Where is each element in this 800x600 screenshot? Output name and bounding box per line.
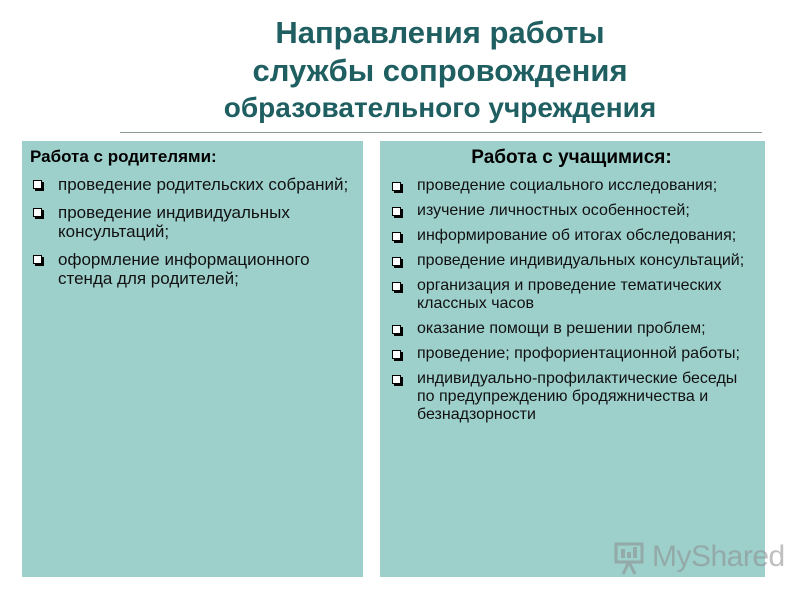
list-item: организация и проведение тематических классных часов <box>392 277 751 313</box>
square-bullet-icon <box>392 182 401 191</box>
square-bullet-icon <box>392 282 401 291</box>
list-item: оказание помощи в решении проблем; <box>392 320 751 338</box>
square-bullet-icon <box>392 232 401 241</box>
parents-list <box>30 175 351 288</box>
list-item: проведение родительских собраний; <box>30 175 351 194</box>
list-item: проведение индивидуальных консультаций; <box>30 203 351 241</box>
list-item: изучение личностных особенностей; <box>392 202 751 220</box>
parents-heading: Работа с родителями: <box>30 147 217 166</box>
list-item: проведение; профориентационной работы; <box>392 345 751 363</box>
square-bullet-icon <box>392 207 401 216</box>
square-bullet-icon <box>392 257 401 266</box>
square-bullet-icon <box>33 255 42 264</box>
list-item: оформление информационного стенда для родителей; <box>30 250 351 288</box>
square-bullet-icon <box>392 325 401 334</box>
list-item: индивидуально-профилактические беседы по предупреждению бродяжничества и безнадзорности <box>392 370 751 424</box>
page-title <box>120 14 760 126</box>
parents-panel <box>22 141 363 577</box>
students-list <box>392 177 751 424</box>
presentation-board-icon <box>612 538 648 578</box>
title-line-1: Направления работы <box>275 15 605 50</box>
square-bullet-icon <box>392 350 401 359</box>
students-heading: Работа с учащимися: <box>471 147 672 168</box>
title-line-3: образовательного учреждения <box>223 92 657 123</box>
watermark <box>612 536 785 580</box>
title-divider <box>120 132 762 133</box>
title-line-2: службы сопровождения <box>252 53 628 88</box>
square-bullet-icon <box>392 375 401 384</box>
watermark-text: MyShared <box>652 540 785 573</box>
square-bullet-icon <box>33 208 42 217</box>
list-item: проведение социального исследования; <box>392 177 751 195</box>
list-item: информирование об итогах обследования; <box>392 227 751 245</box>
square-bullet-icon <box>33 180 42 189</box>
students-panel <box>380 141 765 577</box>
list-item: проведение индивидуальных консультаций; <box>392 252 751 270</box>
